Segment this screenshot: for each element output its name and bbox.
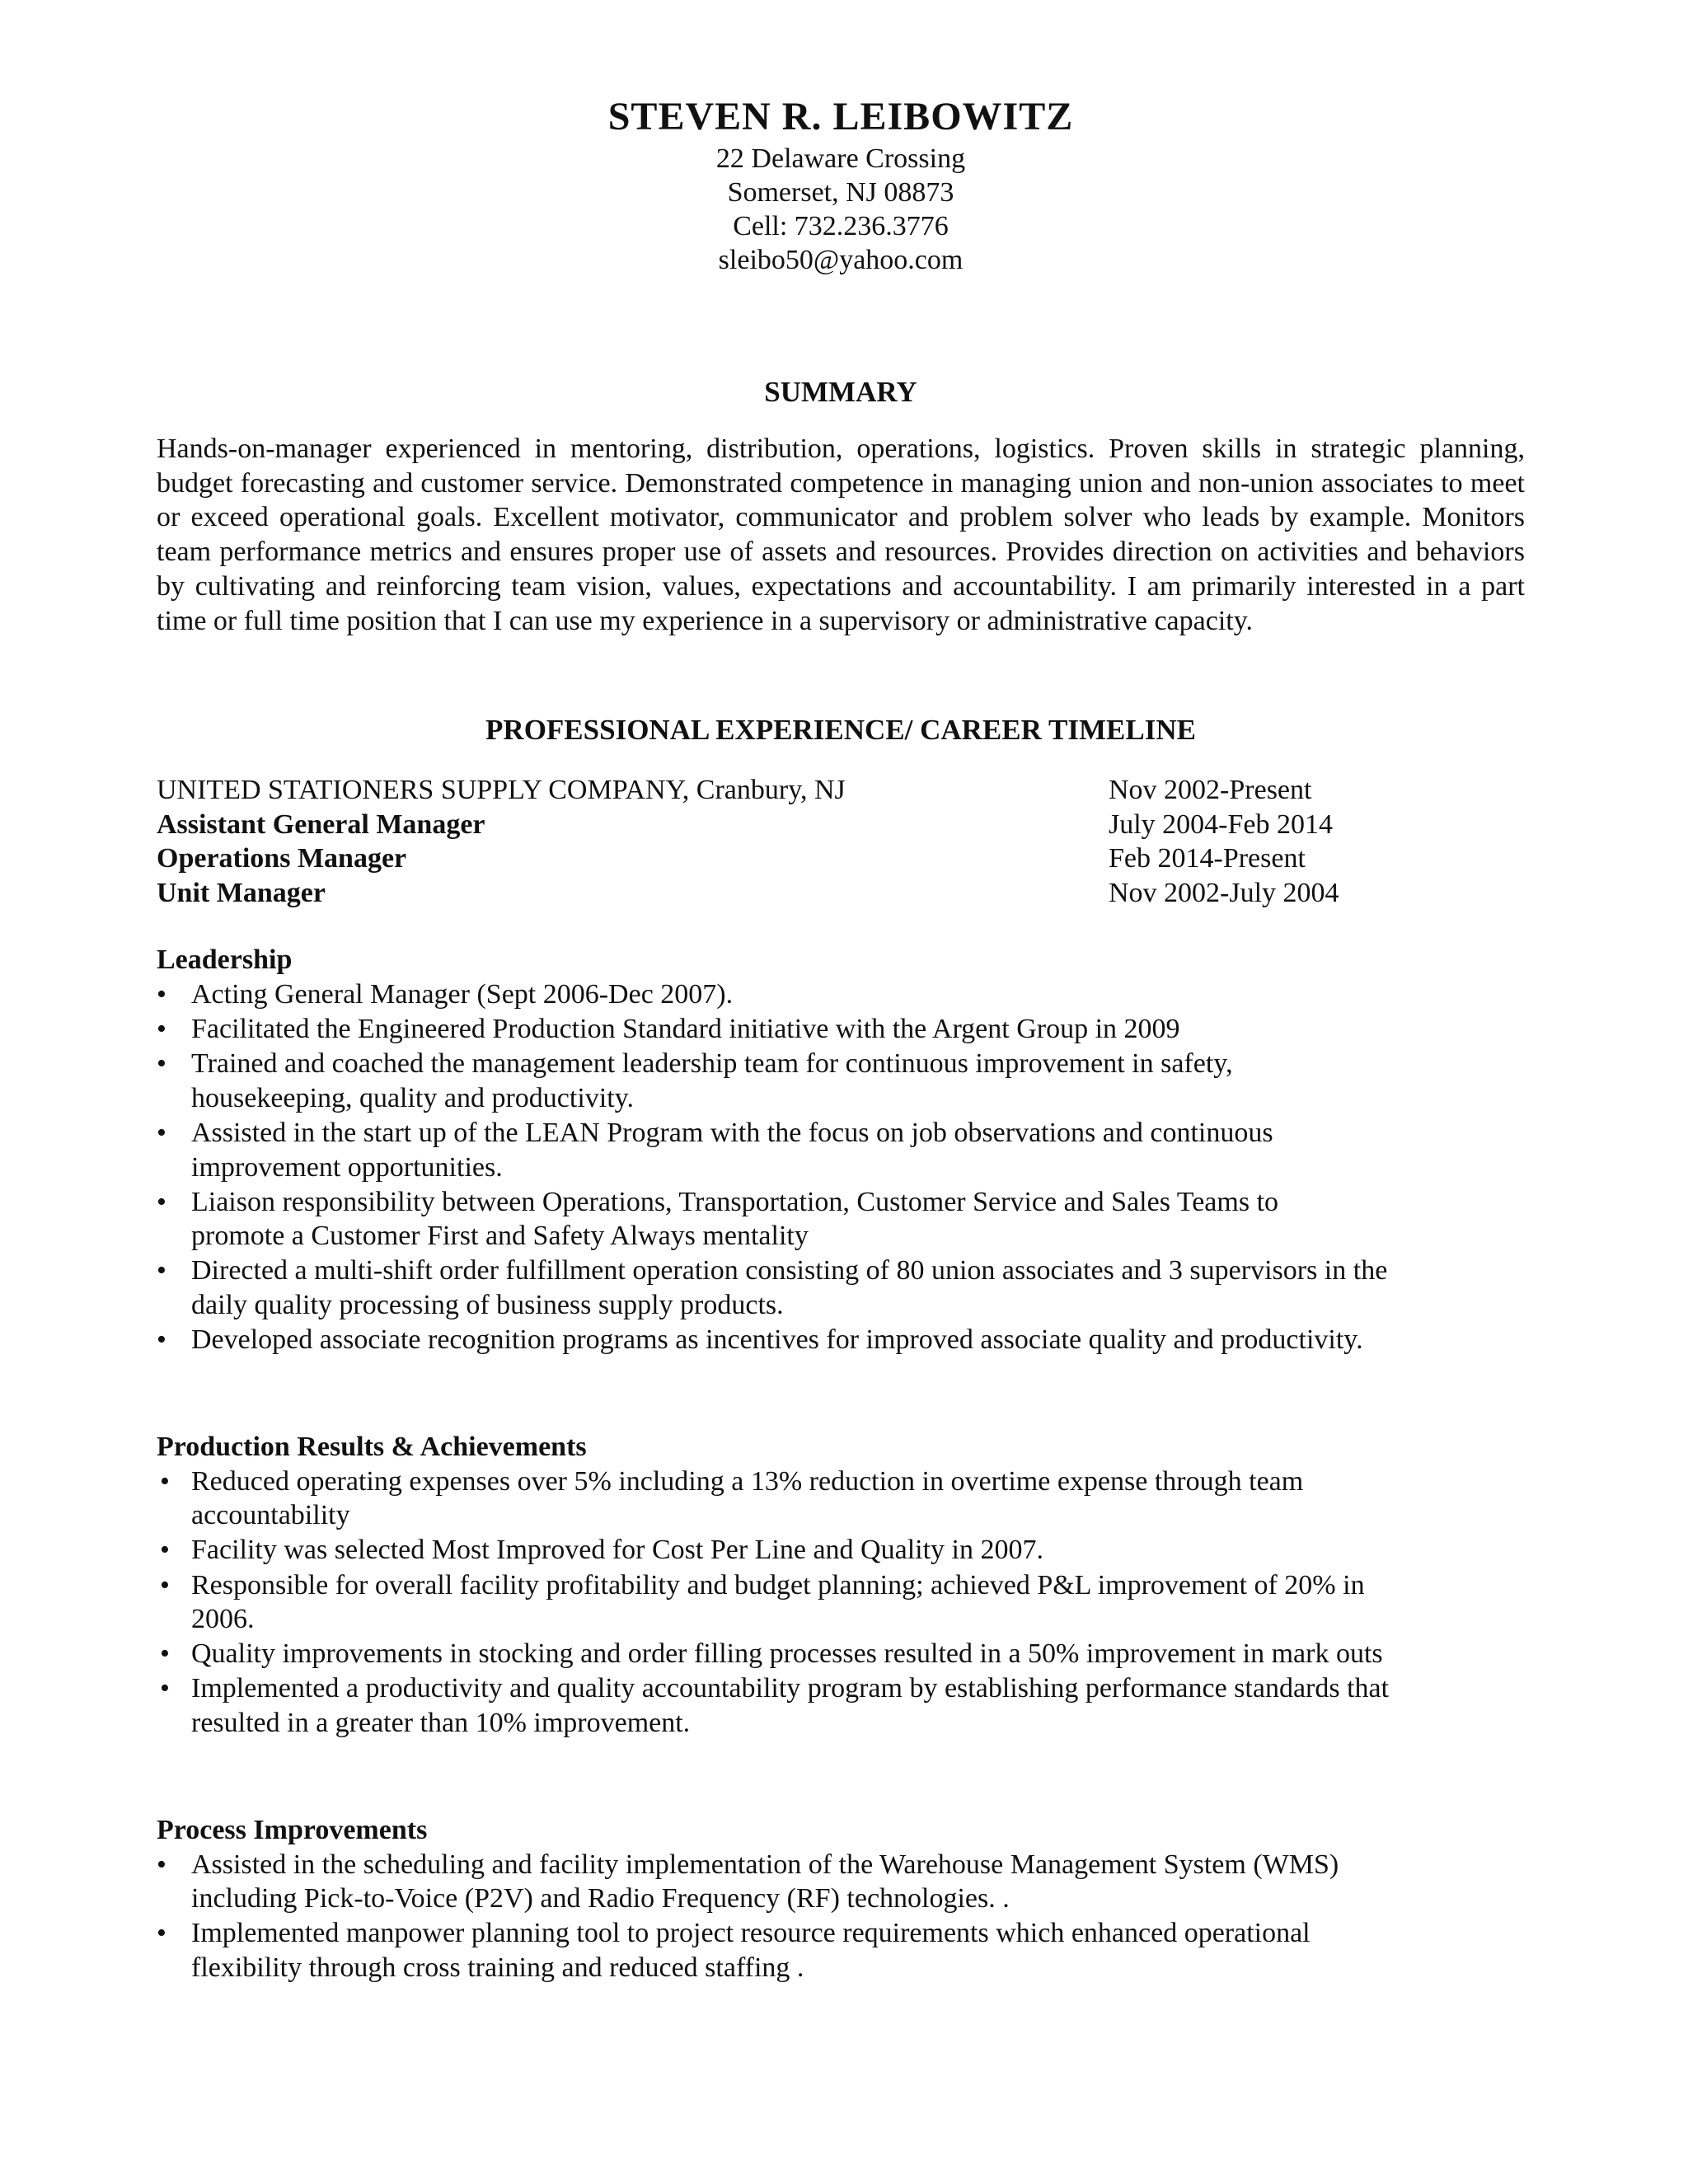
summary-heading: SUMMARY xyxy=(764,376,917,408)
process-heading: Process Improvements xyxy=(157,1814,428,1845)
experience-heading: PROFESSIONAL EXPERIENCE/ CAREER TIMELINE xyxy=(485,714,1196,747)
role-dates: Feb 2014-Present xyxy=(1109,843,1306,874)
list-item: • Trained and coached the management leadership team for continuous improvement in safety, housekeeping, quality and productivity. xyxy=(157,1047,1362,1115)
process-list xyxy=(157,1848,1426,1985)
resume-header xyxy=(157,0,1525,277)
leadership-list xyxy=(157,977,1426,1357)
company-row xyxy=(157,773,1525,808)
list-item: • Directed a multi-shift order fulfillment operation consisting of 80 union associates and 3 supervisors in the daily quality processing of business supply products. xyxy=(157,1254,1426,1322)
email-address: sleibo50@yahoo.com xyxy=(718,245,964,275)
list-item: • Developed associate recognition programs as incentives for improved associate quality and productivity. xyxy=(157,1323,1426,1357)
cell-phone: Cell: 732.236.3776 xyxy=(733,211,949,241)
leadership-heading: Leadership xyxy=(157,944,293,976)
role-row xyxy=(157,841,1525,876)
address-line-1: 22 Delaware Crossing xyxy=(715,143,966,174)
production-list xyxy=(157,1465,1426,1741)
list-item: • Facilitated the Engineered Production Standard initiative with the Argent Group in 2009 xyxy=(157,1012,1426,1047)
list-item: • Assisted in the start up of the LEAN Program with the focus on job observations and continuous improvement opportunities. xyxy=(157,1116,1426,1184)
list-item: • Liaison responsibility between Operations, Transportation, Customer Service and Sales Teams to promote a Customer First and Safety Always mentality xyxy=(157,1185,1378,1254)
company-dates: Nov 2002-Present xyxy=(1109,775,1312,806)
list-item: • Responsible for overall facility profitability and budget planning; achieved P&L improvement of 20% in 2006. xyxy=(157,1568,1426,1637)
role-title: Assistant General Manager xyxy=(157,808,485,840)
candidate-name: STEVEN R. LEIBOWITZ xyxy=(607,95,1074,138)
summary-text: Hands-on-manager experienced in mentoring, distribution, operations, logistics. Proven skills in strategic planning, budget forecasting and customer service. Demonstrated competence in managing union and non-union associates to meet or exceed operational goals. Excellent motivator, communicator and problem solver who leads by example. Monitors team performance metrics and ensures proper use of assets and resources. Provides direction on activities and behaviors by cultivating and reinforcing team vision, values, expectations and accountability. I am primarily interested in a part time or full time position that I can use my experience in a supervisory or administrative capacity. xyxy=(157,434,1525,636)
role-dates: Nov 2002-July 2004 xyxy=(1109,877,1339,908)
resume-page xyxy=(157,0,1525,2184)
list-item: • Facility was selected Most Improved for Cost Per Line and Quality in 2007. xyxy=(157,1533,1426,1568)
list-item: • Reduced operating expenses over 5% including a 13% reduction in overtime expense through team accountability xyxy=(157,1465,1426,1533)
address-line-2: Somerset, NJ 08873 xyxy=(727,177,954,208)
role-dates: July 2004-Feb 2014 xyxy=(1109,808,1333,840)
production-heading: Production Results & Achievements xyxy=(157,1431,587,1462)
job-block xyxy=(157,773,1525,910)
list-item: • Implemented manpower planning tool to project resource requirements which enhanced operational flexibility through cross training and reduced staffing . xyxy=(157,1916,1426,1985)
role-title: Operations Manager xyxy=(157,843,407,874)
company-name: UNITED STATIONERS SUPPLY COMPANY, Cranbury, NJ xyxy=(157,775,846,806)
role-title: Unit Manager xyxy=(157,877,326,908)
list-item: • Implemented a productivity and quality accountability program by establishing performance standards that resulted in a greater than 10% improvement. xyxy=(157,1671,1426,1740)
list-item: • Assisted in the scheduling and facility implementation of the Warehouse Management System (WMS) including Pick-to-Voice (P2V) and Radio Frequency (RF) technologies. . xyxy=(157,1848,1426,1916)
list-item: • Quality improvements in stocking and order filling processes resulted in a 50% improvement in mark outs xyxy=(157,1637,1426,1671)
role-row xyxy=(157,876,1525,911)
role-row xyxy=(157,808,1525,842)
list-item: • Acting General Manager (Sept 2006-Dec 2007). xyxy=(157,977,1426,1012)
